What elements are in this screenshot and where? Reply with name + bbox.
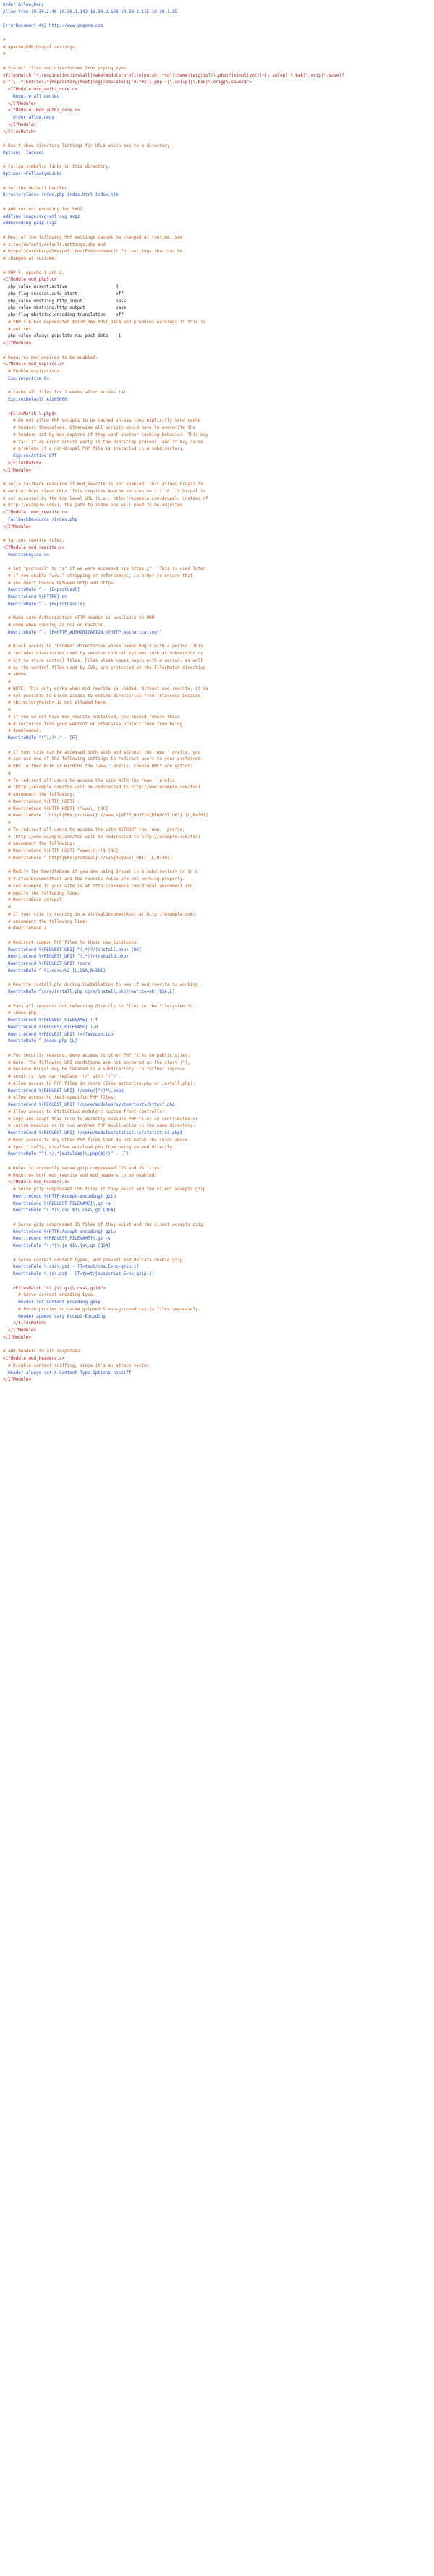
comment-line: # (http://www.example.com/foo will be redirected to http://example.com/foo) bbox=[3, 835, 201, 840]
comment-line: # Specifically, disallow autoload.php from being served directly. bbox=[3, 1145, 175, 1150]
comment-line: # downloaded. bbox=[3, 729, 42, 734]
comment-line: # not accessed by the top level URL (i.e.: http://example.com/drupal/ instead of bbox=[3, 496, 208, 501]
directive-line: RewriteCond %{REQUEST_URI} !/core/modules/system/tests/https?.php bbox=[3, 1103, 175, 1107]
directive-block-line: </FilesMatch> bbox=[3, 129, 37, 135]
comment-line: # Set the default handler. bbox=[3, 186, 70, 191]
directive-block-line: <IfModule !mod_authz_core.c> bbox=[3, 108, 80, 114]
comment-line: # Pass all requests not referring directly to files in the filesystem to bbox=[3, 1004, 193, 1009]
comment-line: # Force proxies to cache gzipped & non-gzipped css/js files separately. bbox=[3, 1307, 201, 1312]
comment-line: # Most of the following PHP settings cannot be changed at runtime. See bbox=[3, 235, 183, 240]
directive-block-line: <FilesMatch "\.(engine|inc|install|make|module|profile|po|sh|.*sql|theme|twig|tpl(\.php)?|xtmpl|yml)(~|\.sw[op]|\.bak|\.orig|\.save)? bbox=[3, 73, 344, 78]
comment-line: # (http://example.com/foo will be redirected to http://www.example.com/foo) bbox=[3, 785, 201, 790]
blank-line bbox=[3, 383, 431, 391]
directive-line: Order Allow,Deny bbox=[3, 3, 44, 7]
directive-block-line: <IfModule !mod_rewrite.c> bbox=[3, 511, 67, 515]
comment-line: # PHP 5, Apache 1 and 2. bbox=[3, 270, 65, 276]
directive-block-line: <IfModule mod_authz_core.c> bbox=[3, 88, 77, 92]
directive-block-line: </IfModule> bbox=[3, 1378, 32, 1383]
comment-line: # sites/default/default.settings.php and bbox=[3, 242, 106, 247]
directive-line: RewriteCond %{HTTP:Accept-encoding} gzip bbox=[3, 1194, 116, 1199]
comment-line: # bbox=[3, 52, 6, 57]
comment-line: # problems if a non-Drupal PHP file is installed in a subdirectory. bbox=[3, 447, 185, 452]
blank-line bbox=[3, 976, 431, 983]
directive-line: ExpiresActive Off bbox=[3, 454, 57, 459]
directive-line: Header set Content-Encoding gzip bbox=[3, 1300, 101, 1305]
directive-line: RewriteRule \.css\.gz$ - [T=text/css,E=no-gzip:1] bbox=[3, 1265, 139, 1270]
comment-line: # RewriteRule ^ http%{ENV:protossl}://www.%{HTTP_HOST}%{REQUEST_URI} [L,R=301] bbox=[3, 814, 208, 819]
comment-line: # If you do not have mod_rewrite installed, you should remove these bbox=[3, 715, 180, 720]
blank-line bbox=[3, 1342, 431, 1349]
comment-line: # Allow access to Statistics module's custom front controller. bbox=[3, 1109, 167, 1114]
comment-line: # NOTE: This only works when mod_rewrite is loaded. Without mod_rewrite, it is bbox=[3, 686, 208, 691]
comment-line: # Follow symbolic links in this directory. bbox=[3, 165, 111, 170]
directive-line: Allow from 10.30.2.46 10.30.1.142 10.30.2.168 10.30.2.115 10.30.1.85 bbox=[3, 9, 178, 14]
directive-line: RewriteCond %{REQUEST_URI} !core bbox=[3, 962, 90, 966]
comment-line: # Drupal\Core\DrupalKernel::bootEnvironment() for settings that can be bbox=[3, 250, 183, 255]
directive-line: RewriteCond %{REQUEST_URI} !/core/[^/]*\.php$ bbox=[3, 1088, 124, 1093]
directive-line: Options +FollowSymLinks bbox=[3, 172, 62, 176]
comment-line: # To redirect all users to access the site WITH the 'www.' prefix, bbox=[3, 778, 178, 783]
directive-block-line: <FilesMatch "(\.js\.gz|\.css\.gz)$"> bbox=[3, 1286, 106, 1291]
comment-line: # Add headers to all responses. bbox=[3, 1349, 82, 1355]
comment-line: # if you enable "www." stripping or enforcement, in order to ensure that bbox=[3, 573, 193, 579]
comment-line: # Note: The following URI conditions are not anchored at the start (^), bbox=[3, 1060, 190, 1065]
directive-block-line: <FilesMatch \.php$> bbox=[3, 411, 57, 417]
comment-line: # Copy and adapt this rule to directly execute PHP files in contributed or bbox=[3, 1117, 198, 1122]
comment-line: # security, you can replace '!/' with '!^/'. bbox=[3, 1075, 122, 1079]
comment-line: # RewriteCond %{HTTP_HOST} !^www\. [NC] bbox=[3, 806, 109, 811]
comment-line: # To redirect all users to access the site WITHOUT the 'www.' prefix, bbox=[3, 827, 185, 832]
comment-line: # uncomment the following line: bbox=[3, 919, 88, 924]
comment-line: # not set. bbox=[3, 327, 34, 332]
comment-line: # uncomment the following: bbox=[3, 793, 75, 797]
comment-line: # If your site can be accessed both with and without the 'www.' prefix, you bbox=[3, 750, 201, 755]
comment-line: # custom modules or to run another PHP application in the same directory. bbox=[3, 1124, 195, 1129]
comment-line: # Serve gzip compressed JS files if they exist and the client accepts gzip. bbox=[3, 1222, 206, 1227]
comment-line: # RewriteRule ^ http%{ENV:protossl}://%1%{REQUEST_URI} [L,R=301] bbox=[3, 856, 173, 861]
directive-block-line: <IfModule mod_headers.c> bbox=[3, 1180, 70, 1185]
blank-line bbox=[3, 263, 431, 270]
directive-line: RewriteCond %{REQUEST_URI} !/core/modules/statistics/statistics.php$ bbox=[3, 1131, 183, 1135]
comment-line: # fail if an error occurs early in the bootstrap process, and it may cause bbox=[3, 440, 203, 445]
directive-block-line: </IfModule> bbox=[3, 1328, 37, 1333]
comment-line: # Rewrite install.php during installation to see if mod_rewrite is working bbox=[3, 983, 198, 988]
directive-line: RewriteRule ^(.*)\.js $1\.js\.gz [QSA] bbox=[3, 1244, 111, 1248]
directive-line: Header append Vary Accept-Encoding bbox=[3, 1314, 106, 1319]
directive-line: RewriteRule ^(.*)\.css $1\.css\.gz [QSA] bbox=[3, 1208, 116, 1214]
directive-line: php_value assert.active 0 bbox=[3, 285, 119, 289]
comment-line: # Allow access to PHP files in /core (like authorize.php or install.php): bbox=[3, 1081, 195, 1086]
comment-line: # you don't bounce between http and https. bbox=[3, 581, 116, 586]
comment-line: # Block access to "hidden" directories whose names begin with a period. This bbox=[3, 644, 203, 649]
blank-line bbox=[3, 17, 431, 24]
blank-line bbox=[3, 863, 431, 870]
blank-line bbox=[3, 228, 431, 235]
comment-line: # For security reasons, deny access to other PHP files on public sites. bbox=[3, 1053, 190, 1058]
directive-line: RewriteEngine on bbox=[3, 553, 49, 558]
comment-line: # Redirect common PHP files to their new locations. bbox=[3, 940, 139, 945]
directive-line: Order allow,deny bbox=[3, 116, 54, 120]
directive-line: RewriteRule "^(.+/.*|autoload)\.php($|/)" - [F] bbox=[3, 1152, 129, 1157]
directive-block-line: <IfModule mod_rewrite.c> bbox=[3, 545, 65, 550]
blank-line bbox=[3, 997, 431, 1004]
blank-line bbox=[3, 474, 431, 482]
directive-line: ExpiresActive On bbox=[3, 376, 49, 381]
directive-line: AddEncoding gzip svgz bbox=[3, 221, 57, 226]
comment-line: # Disable content sniffing, since it's an attack vector. bbox=[3, 1363, 152, 1368]
comment-line: # because Drupal may be located in a subdirectory. To further improve bbox=[3, 1067, 185, 1072]
directive-line: RewriteCond %{HTTPS} on bbox=[3, 595, 67, 600]
comment-line: # PHP 5.6 has deprecated $HTTP_RAW_POST_DATA and produces warnings if this is bbox=[3, 320, 206, 325]
comment-line: # URL, either WITH or WITHOUT the 'www.' prefix. Choose ONLY one option: bbox=[3, 764, 193, 769]
blank-line bbox=[3, 200, 431, 207]
directive-line: RewriteCond %{REQUEST_URI} !=/favicon.ico bbox=[3, 1032, 114, 1037]
comment-line: # Requires mod_expires to be enabled. bbox=[3, 355, 98, 360]
directive-block-line: </FilesMatch> bbox=[3, 1321, 47, 1326]
blank-line bbox=[3, 179, 431, 186]
directive-block-line: <IfModule mod_expires.c> bbox=[3, 362, 65, 367]
comment-line: # modify the following line: bbox=[3, 891, 80, 896]
comment-line: # Make sure Authorization HTTP header is available to PHP bbox=[3, 616, 155, 621]
comment-line: # headers themselves. Otherwise all scripts would have to overwrite the bbox=[3, 426, 195, 430]
directive-line: FallbackResource /index.php bbox=[3, 517, 77, 522]
blank-line bbox=[3, 136, 431, 143]
directive-line: RewriteCond %{REQUEST_FILENAME}\.gz -s bbox=[3, 1201, 111, 1206]
directive-block-line: </IfModule> bbox=[3, 1335, 32, 1340]
directive-line: php_flag mbstring.encoding_translation off bbox=[3, 313, 124, 317]
comment-line: # Deny access to any other PHP files that do not match the rules above. bbox=[3, 1138, 190, 1143]
comment-line: # bbox=[3, 771, 11, 776]
directive-line: RewriteRule ^ index.php [L] bbox=[3, 1039, 77, 1044]
directive-line: RewriteCond %{REQUEST_URI} ^(.*)?/(install.php) [OR] bbox=[3, 947, 142, 952]
directive-block-line: </IfModule> bbox=[3, 122, 37, 127]
blank-line bbox=[3, 30, 431, 38]
comment-line: # Cache all files for 2 weeks after access (A). bbox=[3, 391, 129, 396]
comment-line: # Git to store control files. Files whose names begin with a period, as well bbox=[3, 658, 203, 663]
blank-line bbox=[3, 609, 431, 616]
directive-line: RewriteCond %{REQUEST_URI} ^(.*)?/(rebuild.php) bbox=[3, 955, 129, 960]
comment-line: # Requires both mod_rewrite and mod_headers to be enabled. bbox=[3, 1173, 157, 1178]
blank-line bbox=[3, 637, 431, 644]
blank-line bbox=[3, 404, 431, 411]
comment-line: # Set a fallback resource if mod_rewrite is not enabled. This allows Drupal to bbox=[3, 482, 203, 487]
comment-line: # bbox=[3, 821, 11, 825]
comment-line: # RewriteBase /drupal bbox=[3, 898, 62, 903]
blank-line bbox=[3, 158, 431, 165]
comment-line: # http://example.com/), the path to index.php will need to be adjusted. bbox=[3, 503, 185, 508]
directive-line: Options -Indexes bbox=[3, 150, 44, 155]
directive-line: RewriteRule ^ - [E=protossl:s] bbox=[3, 602, 85, 607]
comment-line: # Set "protossl" to "s" if we were accessed via https://. This is used later bbox=[3, 567, 206, 571]
comment-line: # Various rewrite rules. bbox=[3, 539, 65, 543]
comment-line: # not possible to block access to entire directories from .htaccess because bbox=[3, 694, 201, 699]
directive-block-line: </IfModule> bbox=[3, 341, 32, 346]
comment-line: # above. bbox=[3, 673, 29, 678]
comment-line: # includes directories used by version control systems such as Subversion or bbox=[3, 652, 203, 656]
comment-line: # uncomment the following: bbox=[3, 842, 75, 847]
comment-line: # Enable expirations. bbox=[3, 370, 62, 374]
directive-line: DirectoryIndex index.php index.html index.htm bbox=[3, 193, 119, 198]
directive-line: ErrorDocument 403 http://www.yogorm.com bbox=[3, 24, 103, 29]
comment-line: # Serve gzip compressed CSS files if they exist and the client accepts gzip. bbox=[3, 1187, 208, 1192]
directive-line: RewriteCond %{REQUEST_FILENAME}\.gz -s bbox=[3, 1237, 111, 1242]
directive-line: php_flag session.auto_start off bbox=[3, 291, 124, 297]
directive-block-line: </IfModule> bbox=[3, 468, 32, 473]
comment-line: # headers set by mod_expires if they want another caching behavior. This may bbox=[3, 432, 208, 438]
comment-line: # RewriteCond %{HTTP_HOST} . bbox=[3, 799, 80, 804]
comment-line: # bbox=[3, 680, 11, 684]
comment-line: # directories from your webroot or otherwise protect them from being bbox=[3, 722, 183, 727]
blank-line bbox=[3, 743, 431, 750]
blank-line bbox=[3, 1215, 431, 1222]
comment-line: # Serve correct encoding type. bbox=[3, 1293, 95, 1298]
comment-line: # VirtualDocumentRoot and the rewrite rules are not working properly. bbox=[3, 877, 185, 882]
directive-line: Header always set X-Content-Type-Options nosniff bbox=[3, 1370, 132, 1376]
directive-block-line: </FilesMatch> bbox=[3, 461, 42, 466]
comment-line: # Add correct encoding for SVGZ. bbox=[3, 207, 85, 212]
directive-block-line: <IfModule mod_headers.c> bbox=[3, 1357, 65, 1361]
directive-line: RewriteRule "(^|/)\." - [F] bbox=[3, 736, 77, 741]
comment-line: # For example if your site is at http://example.com/drupal uncomment and bbox=[3, 884, 193, 889]
directive-line: AddType image/svg+xml svg svgz bbox=[3, 214, 80, 219]
directive-line: RewriteCond %{REQUEST_FILENAME} !-f bbox=[3, 1018, 98, 1023]
blank-line bbox=[3, 531, 431, 538]
comment-line: # If your site is running in a VirtualDocumentRoot at http://example.com/, bbox=[3, 912, 198, 917]
comment-line: # can use one of the following settings to redirect users to your preferred bbox=[3, 757, 201, 762]
comment-line: # Apache/PHP/Drupal settings: bbox=[3, 45, 77, 50]
comment-line: # Serve correct content types, and prevent mod_deflate double gzip. bbox=[3, 1258, 185, 1263]
comment-line: # bbox=[3, 708, 11, 712]
blank-line bbox=[3, 1250, 431, 1258]
directive-line: RewriteCond %{HTTP:Accept-encoding} gzip bbox=[3, 1229, 116, 1234]
directive-line: RewriteRule \.js\.gz$ - [T=text/javascript,E=no-gzip:1] bbox=[3, 1272, 155, 1276]
directive-line: RewriteRule ^ %1/core/%2 [L,QSA,R=301] bbox=[3, 968, 106, 973]
blank-line bbox=[3, 559, 431, 566]
directive-line: php_value always_populate_raw_post_data -1 bbox=[3, 334, 122, 339]
comment-line: # Rules to correctly serve gzip compressed CSS and JS files. bbox=[3, 1166, 162, 1171]
directive-block-line: </IfModule> bbox=[3, 101, 37, 106]
blank-line bbox=[3, 348, 431, 355]
comment-line: # as the control files used by CVS, are protected by the FilesMatch directive bbox=[3, 665, 206, 670]
directive-line: php_value mbstring.http_output pass bbox=[3, 306, 127, 311]
comment-line: # <DirectoryMatch> is not allowed here. bbox=[3, 701, 109, 706]
comment-line: # Modify the RewriteBase if you are using Drupal in a subdirectory or in a bbox=[3, 870, 198, 875]
comment-line: # changed at runtime. bbox=[3, 257, 57, 261]
comment-line: # RewriteCond %{HTTP_HOST} ^www\.(.+)$ [NC] bbox=[3, 849, 119, 853]
directive-line: Require all denied bbox=[3, 94, 60, 99]
comment-line: # Don't show directory listings for URLs which map to a directory. bbox=[3, 144, 173, 148]
directive-line: RewriteRule ^ - [E=protossl] bbox=[3, 588, 80, 593]
comment-line: # bbox=[3, 905, 11, 910]
directive-line: php_value mbstring.http_input pass bbox=[3, 299, 127, 304]
blank-line bbox=[3, 59, 431, 66]
directive-block-line: </IfModule> bbox=[3, 524, 32, 529]
comment-line: # work without clean URLs. This requires Apache version >= 2.2.16. If Drupal is bbox=[3, 489, 206, 494]
comment-line: # Allow access to test-specific PHP files: bbox=[3, 1096, 116, 1101]
directive-block-line: $|^(\..*|Entries.*|Repository|Root|Tag|Template)$|^#.*#$|\.php(~|\.sw[op]|\.bak|\.orig|\.save)$"> bbox=[3, 80, 252, 85]
comment-line: # RewriteBase / bbox=[3, 926, 47, 931]
directive-block-line: <IfModule mod_php5.c> bbox=[3, 278, 57, 283]
comment-line: # Do not allow PHP scripts to be cached unless they explicitly send cache bbox=[3, 419, 201, 424]
directive-line: RewriteRule ^ - [E=HTTP_AUTHORIZATION:%{HTTP:Authorization}] bbox=[3, 630, 162, 635]
blank-line bbox=[3, 1046, 431, 1053]
comment-line: # even when running as CGI or FastCGI. bbox=[3, 623, 106, 628]
directive-line: RewriteRule ^core/install.php core/install.php?rewrite=ok [QSA,L] bbox=[3, 990, 175, 994]
blank-line bbox=[3, 1279, 431, 1286]
directive-line: RewriteCond %{REQUEST_FILENAME} !-d bbox=[3, 1025, 98, 1030]
directive-line: ExpiresDefault A1209600 bbox=[3, 398, 67, 402]
comment-line: # Protect files and directories from prying eyes. bbox=[3, 66, 129, 71]
comment-line: # bbox=[3, 38, 6, 43]
comment-line: # index.php. bbox=[3, 1011, 39, 1016]
blank-line bbox=[3, 933, 431, 940]
blank-line bbox=[3, 1159, 431, 1166]
